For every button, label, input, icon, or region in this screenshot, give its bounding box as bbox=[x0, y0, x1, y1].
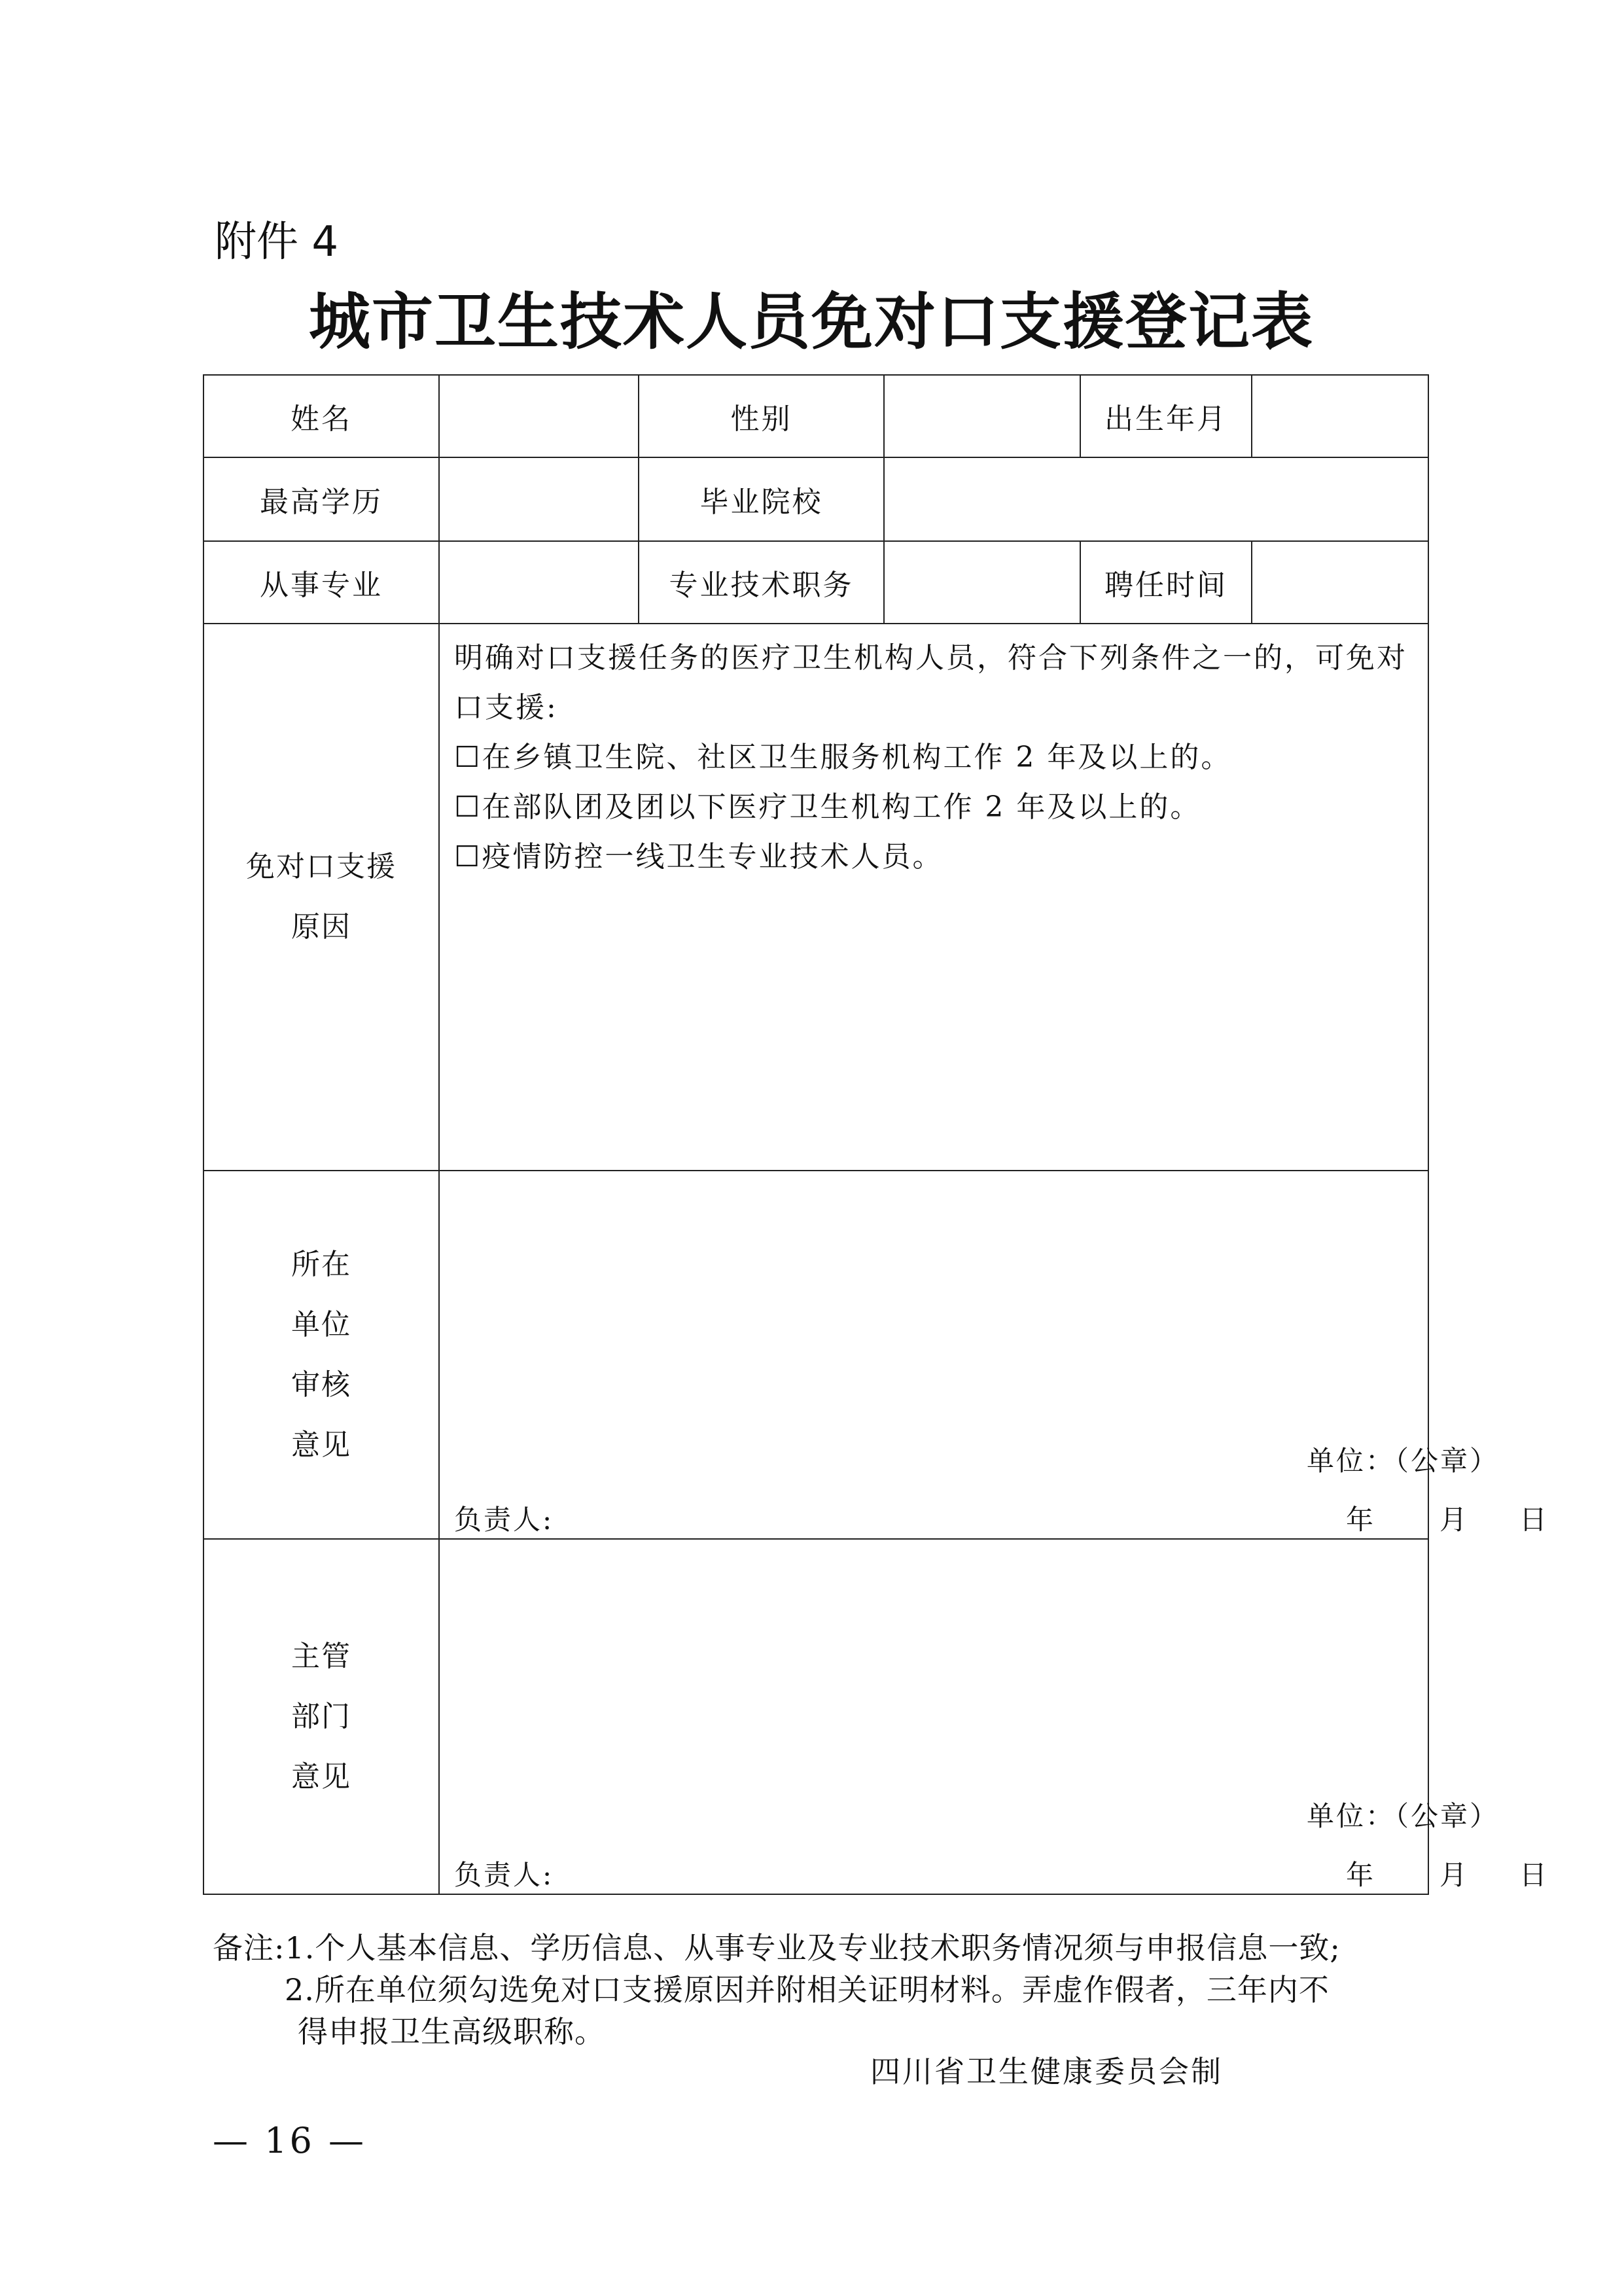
note-line-3: 得申报卫生高级职称。 bbox=[298, 2014, 605, 2049]
major-field[interactable] bbox=[439, 541, 639, 624]
form-row-education bbox=[203, 457, 1428, 541]
dept-opinion-label-line: 意见 bbox=[291, 1759, 351, 1793]
birth-label: 出生年月 bbox=[1080, 375, 1252, 457]
unit-year-label: 年 bbox=[1346, 1504, 1376, 1536]
note-line-1: 备注:1.个人基本信息、学历信息、从事专业及专业技术职务情况须与申报信息一致; bbox=[213, 1930, 1341, 1966]
form-row-dept-opinion bbox=[203, 1539, 1428, 1894]
education-field[interactable] bbox=[439, 457, 639, 541]
form-row-basic bbox=[203, 375, 1428, 457]
dept-month-label: 月 bbox=[1439, 1859, 1470, 1891]
attachment-label: 附件 4 bbox=[215, 218, 339, 266]
dept-day-label: 日 bbox=[1519, 1859, 1549, 1891]
form-row-unit-review bbox=[203, 1171, 1428, 1539]
issuer: 四川省卫生健康委员会制 bbox=[870, 2054, 1223, 2089]
dept-opinion-label-line: 主管 bbox=[291, 1639, 351, 1673]
unit-review-field[interactable] bbox=[439, 1171, 1549, 1539]
dept-opinion-field[interactable] bbox=[439, 1539, 1549, 1894]
unit-review-label bbox=[203, 1171, 439, 1539]
dept-responsible-label: 负责人: bbox=[454, 1859, 554, 1891]
school-label: 毕业院校 bbox=[639, 457, 884, 541]
gender-field[interactable] bbox=[884, 375, 1080, 457]
unit-review-label-line: 单位 bbox=[291, 1307, 351, 1341]
reason-label-line: 免对口支援 bbox=[246, 850, 397, 883]
major-label: 从事专业 bbox=[203, 541, 439, 624]
unit-month-label: 月 bbox=[1439, 1504, 1470, 1536]
reason-option-epidemic[interactable]: ☐疫情防控一线卫生专业技术人员。 bbox=[454, 840, 944, 874]
hire-time-field[interactable] bbox=[1252, 541, 1428, 624]
name-field[interactable] bbox=[439, 375, 639, 457]
unit-seal-label: 单位：（公章） bbox=[1307, 1445, 1500, 1477]
unit-review-label-line: 审核 bbox=[291, 1368, 351, 1402]
dept-opinion-label-line: 部门 bbox=[291, 1699, 351, 1733]
tech-title-label: 专业技术职务 bbox=[639, 541, 884, 624]
form-row-reason bbox=[203, 624, 1428, 1171]
form-row-profession bbox=[203, 541, 1428, 624]
notes bbox=[213, 1927, 1341, 2053]
unit-review-label-line: 所在 bbox=[291, 1247, 351, 1281]
education-label: 最高学历 bbox=[203, 457, 439, 541]
unit-day-label: 日 bbox=[1519, 1504, 1549, 1536]
birth-field[interactable] bbox=[1252, 375, 1428, 457]
dept-seal-label: 单位：（公章） bbox=[1307, 1800, 1500, 1832]
hire-time-label: 聘任时间 bbox=[1080, 541, 1252, 624]
unit-review-label-line: 意见 bbox=[291, 1428, 351, 1462]
reason-label-line: 原因 bbox=[291, 910, 351, 944]
gender-label: 性别 bbox=[639, 375, 884, 457]
dept-year-label: 年 bbox=[1346, 1859, 1376, 1891]
reason-content bbox=[439, 624, 1428, 1171]
tech-title-field[interactable] bbox=[884, 541, 1080, 624]
dept-opinion-label bbox=[203, 1539, 439, 1894]
unit-responsible-label: 负责人: bbox=[454, 1504, 554, 1536]
registration-form bbox=[203, 374, 1549, 1895]
reason-option-military[interactable]: ☐在部队团及团以下医疗卫生机构工作 2 年及以上的。 bbox=[454, 790, 1201, 824]
name-label: 姓名 bbox=[203, 375, 439, 457]
page-number: — 16 — bbox=[213, 2120, 367, 2161]
page-title: 城市卫生技术人员免对口支援登记表 bbox=[308, 286, 1314, 358]
reason-label bbox=[203, 624, 439, 1171]
note-line-2: 2.所在单位须勾选免对口支援原因并附相关证明材料。弄虚作假者，三年内不 bbox=[285, 1972, 1330, 2007]
school-field[interactable] bbox=[884, 457, 1428, 541]
reason-option-township[interactable]: ☐在乡镇卫生院、社区卫生服务机构工作 2 年及以上的。 bbox=[454, 741, 1232, 774]
reason-intro: 明确对口支援任务的医疗卫生机构人员，符合下列条件之一的，可免对口支援: bbox=[454, 641, 1407, 724]
